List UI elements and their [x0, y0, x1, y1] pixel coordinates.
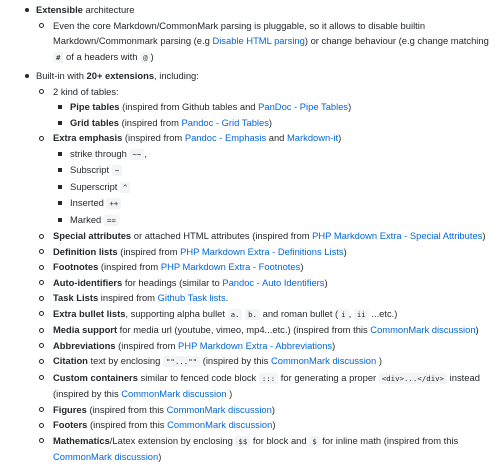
bullets-end: ...etc.)	[368, 307, 398, 319]
builtin-pre: Built-in with	[36, 70, 87, 81]
feature-list	[0, 2, 496, 465]
link-auto-identifiers[interactable]: Pandoc - Auto Identifiers	[222, 276, 325, 288]
list-item-citation	[36, 353, 496, 370]
list-item-figures	[36, 402, 496, 418]
extensible-title: Extensible	[36, 4, 83, 15]
extensible-sublist	[36, 18, 496, 66]
list-item-special-attributes	[36, 228, 496, 244]
list-item-extra-emphasis	[36, 130, 496, 228]
citation-bold: Citation	[53, 355, 88, 366]
code-strike: ~~	[129, 149, 144, 160]
builtin-post: , including:	[154, 70, 199, 81]
footnotes-bold: Footnotes	[53, 261, 99, 272]
link-commonmark-discussion-math[interactable]: CommonMark discussion	[53, 451, 159, 462]
containers-text: similar to fenced code block	[137, 371, 259, 383]
code-superscript: ^	[120, 182, 130, 193]
code-roman-i: i	[338, 309, 348, 320]
containers-text-3: instead (inspired by this	[53, 371, 480, 399]
code-hash: #	[53, 52, 63, 63]
list-item-grid-tables	[53, 115, 496, 131]
citation-text: text by enclosing	[87, 355, 163, 366]
list-item-tables	[36, 84, 496, 131]
tables-sublist	[53, 99, 496, 130]
builtin-bold: 20+ extensions	[86, 70, 155, 81]
pipe-tables-bold: Pipe tables	[70, 101, 120, 112]
list-item-task-lists	[36, 290, 496, 306]
link-commonmark-discussion-media[interactable]: CommonMark discussion	[370, 324, 476, 335]
footers-bold: Footers	[53, 419, 88, 430]
extensible-rest: architecture	[82, 4, 135, 15]
code-triple-colon: :::	[259, 373, 278, 384]
pipe-tables-end: )	[348, 101, 352, 112]
list-item-extensible	[0, 2, 496, 65]
list-item-strike	[53, 146, 496, 163]
tasklists-bold: Task Lists	[53, 292, 99, 303]
superscript-label: Superscript	[70, 180, 121, 192]
grid-tables-end: )	[268, 116, 273, 128]
grid-tables-bold: Grid tables	[70, 116, 119, 128]
footnotes-text: (inspired from	[98, 261, 161, 272]
math-text-2: for block and	[250, 434, 310, 446]
list-item-footers	[36, 417, 496, 433]
emphasis-end: )	[338, 132, 342, 143]
link-commonmark-discussion-containers[interactable]: CommonMark discussion	[121, 388, 227, 399]
bullets-bold: Extra bullet lists	[53, 307, 126, 319]
tasklists-end: .	[225, 292, 229, 303]
grid-tables-text: (inspired from	[118, 116, 182, 128]
list-item-extra-bullet-lists: Extra bullet lists, supporting alpha bullet a. b. and roman bullet ( i , ii ...etc.)	[36, 306, 496, 323]
list-item-core-parsing	[36, 18, 496, 66]
deflists-bold: Definition lists	[53, 245, 118, 257]
link-disable-html-parsing[interactable]: Disable HTML parsing	[212, 35, 305, 46]
code-marked: ==	[104, 215, 119, 226]
citation-text-2: (inspired by this	[200, 355, 271, 366]
special-text: or attached HTML attributes (inspired from	[131, 230, 313, 241]
code-alpha-a: a.	[228, 309, 243, 320]
autoids-end: )	[324, 276, 328, 288]
inserted-label: Inserted	[70, 197, 107, 208]
code-inserted: ++	[106, 198, 121, 209]
link-markdown-it[interactable]: Markdown-it	[287, 132, 339, 143]
emphasis-bold: Extra emphasis	[53, 132, 123, 143]
code-subscript: ~	[112, 165, 122, 176]
emphasis-text: (inspired from	[122, 132, 185, 143]
code-at: @	[140, 52, 150, 63]
figures-end: )	[271, 403, 275, 415]
media-text: for media url (youtube, vimeo, mp4...etc.) (inspired from this	[117, 324, 371, 335]
autoids-text: for headings (similar to	[122, 276, 223, 288]
code-double-dollar: $$	[235, 436, 250, 447]
citation-end: )	[376, 355, 382, 366]
media-end: )	[475, 324, 479, 335]
list-item-media-support	[36, 322, 496, 338]
emphasis-and: and	[266, 132, 287, 143]
math-bold: Mathematics	[53, 434, 110, 446]
code-alpha-b: b.	[245, 309, 260, 320]
list-item-builtin	[0, 68, 496, 465]
footers-text: (inspired from this	[87, 419, 168, 430]
link-commonmark-discussion-footers[interactable]: CommonMark discussion	[167, 419, 273, 430]
link-pandoc-emphasis[interactable]: Pandoc - Emphasis	[184, 132, 267, 143]
abbrev-text: (inspired from	[115, 339, 179, 351]
tables-label: 2 kind of tables:	[53, 85, 119, 97]
list-item-auto-identifiers	[36, 275, 496, 291]
strike-end: ,	[144, 147, 147, 159]
list-item-abbreviations	[36, 338, 496, 354]
pipe-tables-text: (inspired from Github tables and	[119, 101, 259, 112]
list-item-mathematics	[36, 433, 496, 465]
list-item-pipe-tables	[53, 99, 496, 115]
link-special-attributes[interactable]: PHP Markdown Extra - Special Attributes	[312, 230, 483, 241]
math-text-3: for inline math (inspired from this	[319, 434, 459, 446]
special-end: )	[482, 230, 486, 241]
math-text: /Latex extension by enclosing	[109, 434, 236, 446]
strike-label: strike through	[70, 147, 130, 159]
list-item-inserted	[53, 195, 496, 212]
list-item-custom-containers	[36, 370, 496, 402]
code-citation: ""...""	[163, 356, 200, 367]
bullets-text-2: and roman bullet (	[260, 307, 339, 319]
media-bold: Media support	[53, 324, 118, 335]
autoids-bold: Auto-identifiers	[53, 276, 123, 288]
link-commonmark-discussion-citation[interactable]: CommonMark discussion	[270, 355, 377, 366]
deflists-text: (inspired from	[117, 245, 181, 257]
code-dollar: $	[309, 436, 319, 447]
core-parsing-text: Even the core Markdown/CommonMark parsing is pluggable, so it allows to disable builtin Markdown/Commonmark parsing (e.g	[53, 19, 426, 46]
bullets-text: , supporting alpha bullet	[125, 307, 228, 319]
special-bold: Special attributes	[53, 230, 132, 241]
containers-bold: Custom containers	[53, 371, 138, 383]
link-definitions-lists[interactable]: PHP Markdown Extra - Definitions Lists	[180, 245, 344, 257]
figures-bold: Figures	[53, 403, 87, 415]
builtin-sublist	[36, 84, 496, 465]
link-footnotes[interactable]: PHP Markdown Extra - Footnotes	[160, 261, 301, 272]
core-parsing-text-3: of a headers with	[63, 50, 141, 62]
link-commonmark-discussion-figures[interactable]: CommonMark discussion	[166, 403, 272, 415]
list-item-subscript	[53, 162, 496, 179]
abbrev-bold: Abbreviations	[53, 339, 116, 351]
abbrev-end: )	[332, 339, 336, 351]
footers-end: )	[272, 419, 276, 430]
list-item-marked	[53, 212, 496, 229]
containers-text-2: for generating a proper	[278, 371, 379, 383]
code-roman-ii: ii	[354, 309, 369, 320]
emphasis-sublist	[53, 146, 496, 229]
tasklists-text: inspired from	[98, 292, 158, 303]
list-item-superscript	[53, 179, 496, 196]
list-item-footnotes	[36, 259, 496, 275]
list-item-definition-lists	[36, 244, 496, 260]
core-parsing-text-2: ) or change behaviour (e.g change matching	[304, 35, 489, 46]
figures-text: (inspired from this	[86, 403, 167, 415]
link-pandoc-pipe-tables[interactable]: PanDoc - Pipe Tables	[258, 101, 349, 112]
math-end: )	[158, 451, 162, 462]
core-parsing-text-4: )	[150, 50, 154, 62]
footnotes-end: )	[300, 261, 304, 272]
marked-label: Marked	[70, 213, 104, 225]
subscript-label: Subscript	[70, 164, 112, 175]
containers-end: )	[226, 388, 233, 399]
link-pandoc-grid-tables[interactable]: Pandoc - Grid Tables	[181, 116, 269, 128]
link-github-task-lists[interactable]: Github Task lists	[157, 292, 226, 303]
code-div: <div>...</div>	[379, 373, 447, 384]
link-abbreviations[interactable]: PHP Markdown Extra - Abbreviations	[178, 339, 333, 351]
deflists-end: )	[343, 245, 347, 257]
